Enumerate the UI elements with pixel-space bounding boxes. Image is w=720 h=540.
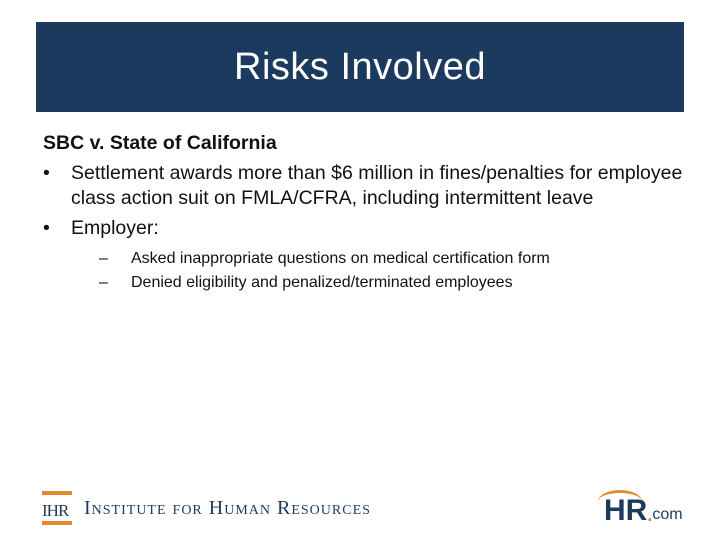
bullet-text: Settlement awards more than $6 million in fines/penalties for employee class action suit on FMLA/CFRA, including intermittent leave (71, 162, 683, 209)
sub-bullet-item (99, 271, 693, 295)
sub-bullet-text: Denied eligibility and penalized/terminated employees (131, 274, 513, 291)
hrcom-logo (604, 490, 683, 526)
bullet-item (43, 161, 693, 211)
title-bar (36, 22, 684, 112)
bullet-text: Employer: (71, 217, 159, 239)
hrcom-logo-letters: HR (604, 496, 647, 526)
bullet-item (43, 216, 693, 295)
slide-content (43, 131, 693, 300)
ihr-logo-mark (42, 491, 72, 525)
sub-bullet-marker: – (99, 274, 108, 291)
swoosh-icon (598, 490, 642, 513)
sub-bullet-list (99, 247, 693, 295)
sub-bullet-marker: – (99, 250, 108, 267)
hrcom-dot: . (647, 505, 653, 525)
slide-title: Risks Involved (234, 45, 486, 88)
ihr-logo-letters: IHR (42, 501, 69, 520)
sub-bullet-item (99, 247, 693, 271)
bullet-marker: • (43, 217, 50, 239)
ihr-logo (42, 488, 371, 528)
bullet-marker: • (43, 162, 50, 184)
institute-name: Institute for Human Resources (84, 496, 371, 519)
hrcom-tld: com (652, 506, 683, 523)
sub-bullet-text: Asked inappropriate questions on medical certification form (131, 250, 550, 267)
case-heading: SBC v. State of California (43, 132, 277, 154)
